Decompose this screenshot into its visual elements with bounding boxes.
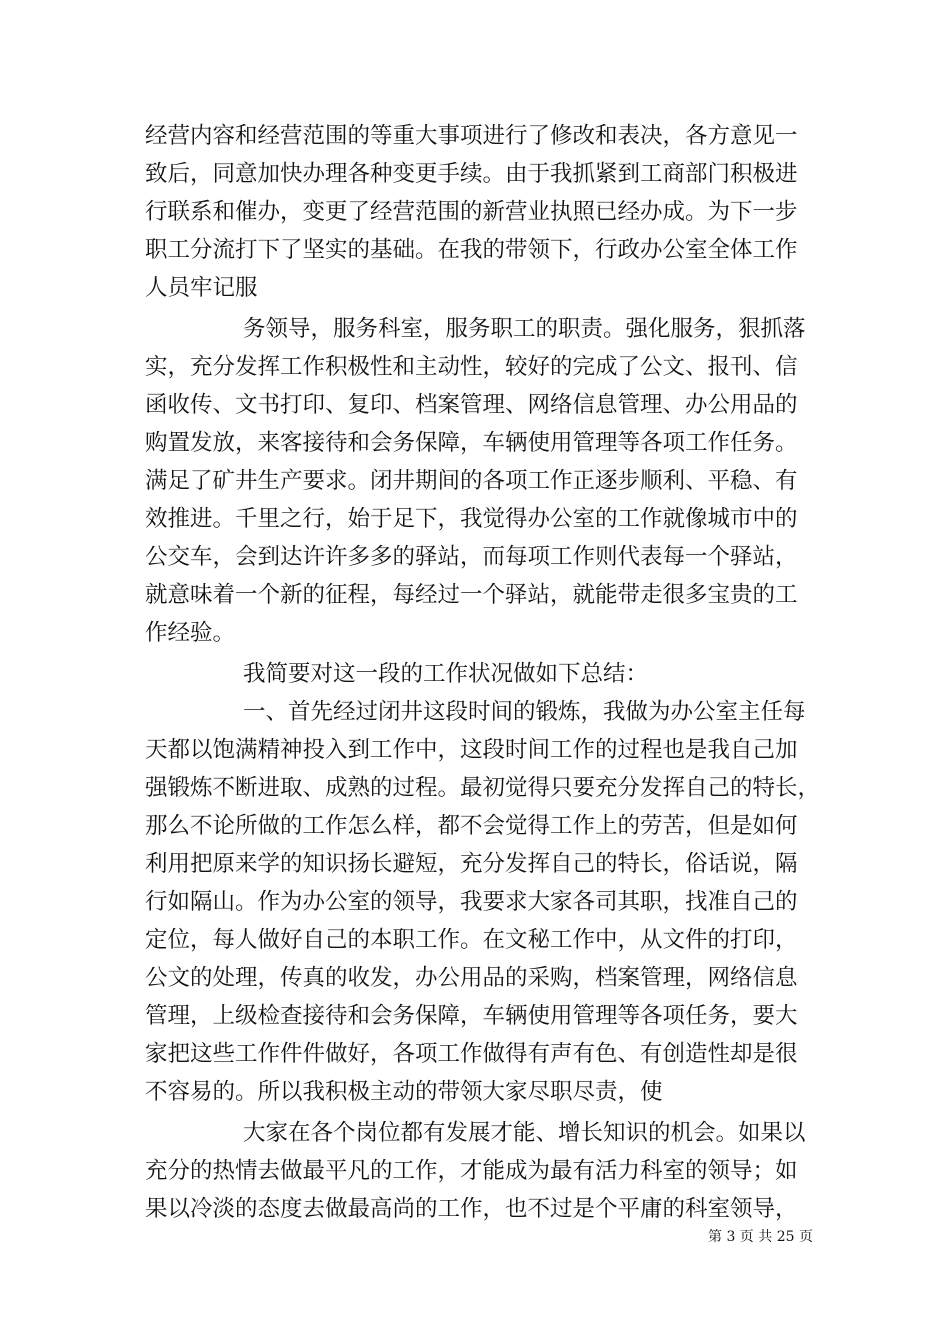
text-line: 天都以饱满精神投入到工作中，这段时间工作的过程也是我自己加 — [145, 737, 798, 763]
text-line: 经营内容和经营范围的等重大事项进行了修改和表决，各方意见一 — [145, 123, 798, 149]
text-line: 强锻炼不断进取、成熟的过程。最初觉得只要充分发挥自己的特长， — [145, 775, 821, 801]
text-line: 函收传、文书打印、复印、档案管理、网络信息管理、办公用品的 — [145, 392, 798, 418]
text-line: 定位，每人做好自己的本职工作。在文秘工作中，从文件的打印， — [145, 927, 798, 953]
text-line: 家把这些工作件件做好，各项工作做得有声有色、有创造性却是很 — [145, 1041, 798, 1067]
text-line: 购置发放，来客接待和会务保障，车辆使用管理等各项工作任务。 — [145, 430, 798, 456]
text-line: 大家在各个岗位都有发展才能、增长知识的机会。如果以 — [243, 1120, 806, 1146]
text-line: 职工分流打下了坚实的基础。在我的带领下，行政办公室全体工作 — [145, 237, 798, 263]
text-line: 公交车，会到达许许多多的驿站，而每项工作则代表每一个驿站， — [145, 544, 798, 570]
text-line: 行联系和催办，变更了经营范围的新营业执照已经办成。为下一步 — [145, 199, 798, 225]
text-line: 那么不论所做的工作怎么样，都不会觉得工作上的劳苦，但是如何 — [145, 813, 798, 839]
text-line: 利用把原来学的知识扬长避短，充分发挥自己的特长，俗话说，隔 — [145, 851, 798, 877]
text-line: 作经验。 — [145, 620, 236, 646]
text-line: 务领导，服务科室，服务职工的职责。强化服务，狠抓落 — [243, 316, 806, 342]
text-line: 我简要对这一段的工作状况做如下总结： — [243, 661, 649, 687]
text-line: 效推进。千里之行，始于足下，我觉得办公室的工作就像城市中的 — [145, 506, 798, 532]
text-line: 果以冷淡的态度去做最高尚的工作，也不过是个平庸的科室领导， — [145, 1196, 798, 1222]
text-line: 一、首先经过闭井这段时间的锻炼，我做为办公室主任每 — [243, 699, 806, 725]
text-line: 充分的热情去做最平凡的工作，才能成为最有活力科室的领导；如 — [145, 1158, 798, 1184]
page-number-footer: 第 3 页 共 25 页 — [708, 1229, 813, 1245]
text-line: 满足了矿井生产要求。闭井期间的各项工作正逐步顺利、平稳、有 — [145, 468, 798, 494]
text-line: 公文的处理，传真的收发，办公用品的采购，档案管理，网络信息 — [145, 965, 798, 991]
text-line: 管理，上级检查接待和会务保障，车辆使用管理等各项任务，要大 — [145, 1003, 798, 1029]
text-line: 人员牢记服 — [145, 275, 258, 301]
text-line: 不容易的。所以我积极主动的带领大家尽职尽责，使 — [145, 1079, 663, 1105]
text-line: 就意味着一个新的征程，每经过一个驿站，就能带走很多宝贵的工 — [145, 582, 798, 608]
text-line: 致后，同意加快办理各种变更手续。由于我抓紧到工商部门积极进 — [145, 161, 798, 187]
text-line: 行如隔山。作为办公室的领导，我要求大家各司其职，找准自己的 — [145, 889, 798, 915]
text-line: 实，充分发挥工作积极性和主动性，较好的完成了公文、报刊、信 — [145, 354, 798, 380]
